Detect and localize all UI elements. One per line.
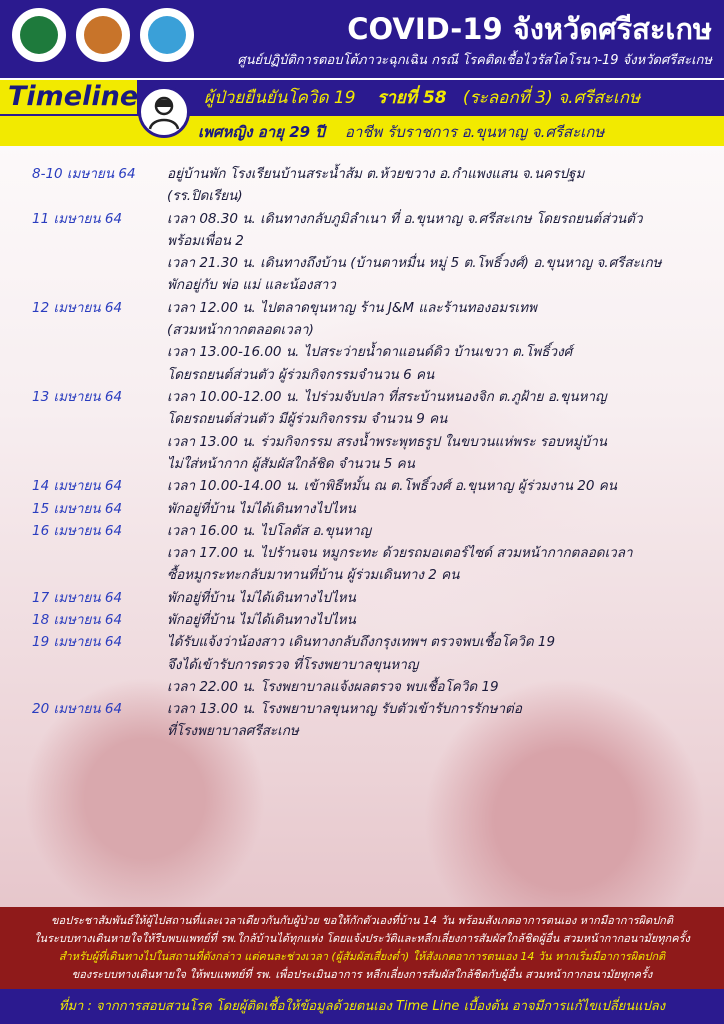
timeline-date: 11 เมษายน 64 (32, 210, 123, 227)
timeline-text: เวลา 08.30 น. เดินทางกลับภูมิลำเนา ที่ อ.ขุนหาญ จ.ศรีสะเกษ โดยรถยนต์ส่วนตัว (167, 210, 643, 227)
timeline-text: เวลา 13.00 น. โรงพยาบาลขุนหาญ รับตัวเข้ารับการรักษาต่อ (167, 701, 522, 718)
timeline-date: 17 เมษายน 64 (32, 589, 123, 606)
naga-emblem-logo (140, 8, 194, 62)
patient-info (198, 120, 604, 144)
patient-heading (204, 84, 640, 111)
timeline-text: เวลา 13.00-16.00 น. ไปสระว่ายน้ำดาแอนด์ดิว บ้านเขวา ต.โพธิ์วงศ์ (167, 344, 573, 361)
timeline-date: 13 เมษายน 64 (32, 389, 123, 405)
case-number: รายที่ 58 (377, 88, 447, 108)
timeline-date: 8-10 เมษายน 64 (32, 166, 136, 182)
notice-line: ของระบบทางเดินหายใจ ให้พบแพทย์ที่ รพ. เพื่อประเมินอาการ หลีกเลี่ยงการสัมผัสใกล้ชิดกับผู้อื่น สวมหน้ากากอนามัยทุกครั้ง (71, 968, 653, 981)
timeline-date: 20 เมษายน 64 (32, 701, 123, 718)
timeline-date: 15 เมษายน 64 (32, 500, 123, 517)
header-banner (0, 0, 724, 78)
timeline-text: เวลา 10.00-12.00 น. ไปร่วมจับปลา ที่สระบ้านหนองจิก ต.ภูฝ้าย อ.ขุนหาญ (167, 389, 607, 405)
timeline-date: 18 เมษายน 64 (32, 612, 123, 628)
page-subtitle: ศูนย์ปฏิบัติการตอบโต้ภาวะฉุกเฉิน กรณี โรคติดเชื้อไวรัสโคโรนา-19 จังหวัดศรีสะเกษ (237, 53, 712, 68)
timeline-title: Timeline (0, 80, 137, 114)
notice-line: ขอประชาสัมพันธ์ให้ผู้ไปสถานที่และเวลาเดียวกันกับผู้ป่วย ขอให้กักตัวเองที่บ้าน 14 วัน พร้อมสังเกตอาการตนเอง หากมีอาการผิดปกติ (51, 914, 673, 927)
notice-line: ในระบบทางเดินหายใจให้รีบพบแพทย์ที่ รพ.ใกล้บ้านได้ทุกแห่ง โดยแจ้งประวัติและหลีกเลี่ยงการสัมผัสใกล้ชิดผู้อื่น สวมหน้ากากอนามัยทุกครั้ง (34, 932, 690, 945)
notice-line: สำหรับผู้ที่เดินทางไปในสถานที่ดังกล่าว แต่คนละช่วงเวลา (ผู้สัมผัสเสี่ยงต่ำ) ให้สังเกตอาการตนเอง 14 วัน หากเริ่มมีอาการผิดปกติ (58, 950, 666, 963)
timeline-text: เวลา 12.00 น. ไปตลาดขุนหาญ ร้าน J&M และร้านทองอมรเทพ (167, 299, 537, 316)
timeline-text: ไม่ใส่หน้ากาก ผู้สัมผัสใกล้ชิด จำนวน 5 คน (167, 455, 415, 472)
timeline-text: ได้รับแจ้งว่าน้องสาว เดินทางกลับถึงกรุงเทพฯ ตรวจพบเชื้อโควิด 19 (167, 634, 556, 651)
timeline-date: 19 เมษายน 64 (32, 634, 123, 651)
timeline-text: เวลา 16.00 น. ไปโลตัส อ.ขุนหาญ (167, 522, 372, 539)
occupation: อาชีพ รับราชการ อ.ขุนหาญ จ.ศรีสะเกษ (344, 123, 605, 141)
timeline-text: โดยรถยนต์ส่วนตัว ผู้ร่วมกิจกรรมจำนวน 6 คน (167, 366, 435, 383)
timeline-date: 12 เมษายน 64 (32, 299, 123, 316)
timeline-text: พักอยู่ที่บ้าน ไม่ได้เดินทางไปไหน (167, 500, 356, 517)
timeline-text: เวลา 13.00 น. ร่วมกิจกรรม สรงน้ำพระพุทธรูป ในขบวนแห่พระ รอบหมู่บ้าน (167, 433, 608, 450)
timeline-text: พักอยู่กับ พ่อ แม่ และน้องสาว (167, 277, 336, 294)
timeline-date: 14 เมษายน 64 (32, 478, 123, 495)
timeline-text: จึงได้เข้ารับการตรวจ ที่โรงพยาบาลขุนหาญ (167, 656, 419, 673)
timeline-text: ซื้อหมูกระทะกลับมาทานที่บ้าน ผู้ร่วมเดินทาง 2 คน (167, 567, 460, 584)
timeline-text: ที่โรงพยาบาลศรีสะเกษ (167, 723, 299, 740)
timeline-text: โดยรถยนต์ส่วนตัว มีผู้ร่วมกิจกรรม จำนวน 9 คน (167, 411, 448, 428)
ministry-of-public-health-logo (12, 8, 66, 62)
timeline-text: (สวมหน้ากากตลอดเวลา) (167, 322, 314, 339)
timeline-text: พร้อมเพื่อน 2 (167, 232, 244, 249)
timeline-text: เวลา 22.00 น. โรงพยาบาลแจ้งผลตรวจ พบเชื้อโควิด 19 (167, 678, 499, 695)
wave-label: (ระลอกที่ 3) จ.ศรีสะเกษ (462, 88, 641, 108)
timeline-text: เวลา 21.30 น. เดินทางถึงบ้าน (บ้านตาหมื่น หมู่ 5 ต.โพธิ์วงศ์) อ.ขุนหาญ จ.ศรีสะเกษ (167, 255, 662, 272)
sisaket-province-seal (76, 8, 130, 62)
timeline-text: เวลา 10.00-14.00 น. เข้าพิธีหมั้น ณ ต.โพธิ์วงศ์ อ.ขุนหาญ ผู้ร่วมงาน 20 คน (167, 478, 617, 495)
timeline-text: พักอยู่ที่บ้าน ไม่ได้เดินทางไปไหน (167, 612, 356, 628)
timeline-text: (รร.ปิดเรียน) (167, 188, 243, 205)
page-title: COVID-19 จังหวัดศรีสะเกษ (347, 12, 712, 46)
timeline-text: อยู่บ้านพัก โรงเรียนบ้านสระน้ำส้ม ต.ห้วยขวาง อ.กำแพงแสน จ.นครปฐม (167, 166, 585, 182)
timeline-text: เวลา 17.00 น. ไปร้านจน หมูกระทะ ด้วยรถมอเตอร์ไซด์ สวมหน้ากากตลอดเวลา (167, 545, 633, 562)
patient-label: ผู้ป่วยยืนยันโควิด 19 (204, 88, 356, 108)
timeline-date: 16 เมษายน 64 (32, 522, 123, 539)
notice-box (0, 907, 724, 989)
timeline-text: พักอยู่ที่บ้าน ไม่ได้เดินทางไปไหน (167, 589, 356, 606)
source-note: ที่มา : จากการสอบสวนโรค โดยผู้ติดเชื้อให้ข้อมูลด้วยตนเอง Time Line เบื้องต้น อาจมีการแก้ไขเปลี่ยนแปลง (0, 989, 724, 1024)
patient-avatar-icon (138, 86, 190, 138)
gender-age: เพศหญิง อายุ 29 ปี (198, 123, 325, 141)
